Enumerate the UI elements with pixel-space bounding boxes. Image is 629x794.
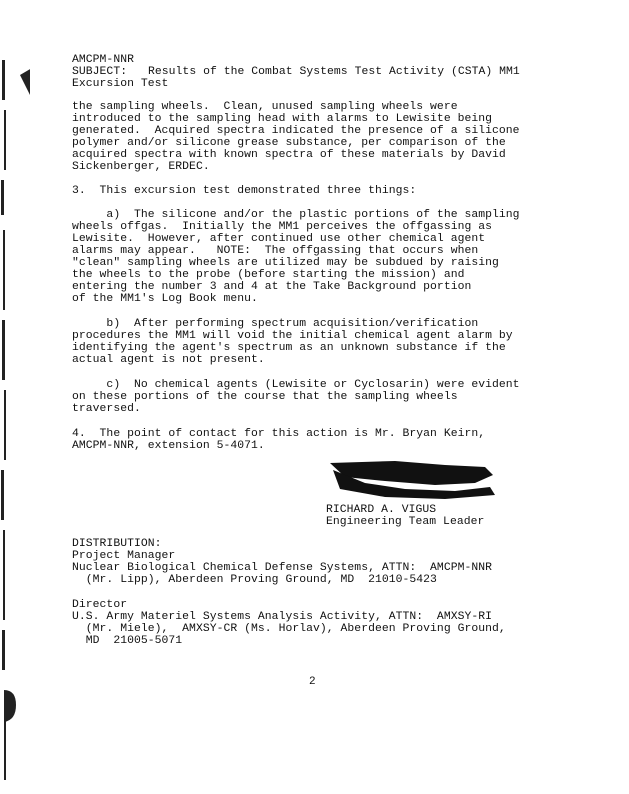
distribution-line: (Mr. Lipp), Aberdeen Proving Ground, MD 21010-5423	[72, 574, 437, 586]
paragraph-3a-line: the wheels to the probe (before starting the mission) and	[72, 269, 465, 281]
paragraph-3b-line: actual agent is not present.	[72, 354, 265, 366]
paragraph-4-line: AMCPM-NNR, extension 5-4071.	[72, 440, 265, 452]
paragraph-continued-line: Sickenberger, ERDEC.	[72, 161, 210, 173]
page-number: 2	[309, 676, 316, 688]
paragraph-3b-line: b) After performing spectrum acquisition/verification	[72, 318, 479, 330]
paragraph-3a-line: wheels offgas. Initially the MM1 perceives the offgassing as	[72, 221, 493, 233]
paragraph-3a-line: Lewisite. However, after continued use other chemical agent	[72, 233, 486, 245]
distribution-line: (Mr. Miele), AMXSY-CR (Ms. Horlav), Aberdeen Proving Ground,	[72, 623, 506, 635]
paragraph-3a-line: of the MM1's Log Book menu.	[72, 293, 258, 305]
paragraph-continued-line: polymer and/or silicone grease substance, per comparison of the	[72, 137, 506, 149]
paragraph-3-heading: 3. This excursion test demonstrated three things:	[72, 185, 417, 197]
distribution-line: U.S. Army Materiel Systems Analysis Activity, ATTN: AMXSY-RI	[72, 611, 493, 623]
paragraph-3a-line: a) The silicone and/or the plastic portions of the sampling	[72, 209, 520, 221]
paragraph-continued-line: generated. Acquired spectra indicated the presence of a silicone	[72, 125, 520, 137]
subject-label: SUBJECT:	[72, 66, 128, 78]
signer-title: Engineering Team Leader	[326, 516, 485, 528]
paragraph-continued-line: acquired spectra with known spectra of these materials by David	[72, 149, 506, 161]
distribution-line: Project Manager	[72, 550, 176, 562]
paragraph-3b-line: procedures the MM1 will void the initial chemical agent alarm by	[72, 330, 513, 342]
distribution-line: Director	[72, 599, 128, 611]
paragraph-continued-line: introduced to the sampling head with alarms to Lewisite being	[72, 113, 493, 125]
paragraph-3b-line: identifying the agent's spectrum as an unknown substance if the	[72, 342, 506, 354]
distribution-heading: DISTRIBUTION:	[72, 538, 162, 550]
signer-name: RICHARD A. VIGUS	[326, 504, 437, 516]
paragraph-continued-line: the sampling wheels. Clean, unused sampling wheels were	[72, 101, 458, 113]
paragraph-3a-line: alarms may appear. NOTE: The offgassing that occurs when	[72, 245, 479, 257]
distribution-line: Nuclear Biological Chemical Defense Systems, ATTN: AMCPM-NNR	[72, 562, 493, 574]
subject-line-2: Excursion Test	[72, 78, 169, 90]
paragraph-3a-line: "clean" sampling wheels are utilized may be subdued by raising	[72, 257, 499, 269]
paragraph-3a-line: entering the number 3 and 4 at the Take Background portion	[72, 281, 472, 293]
office-symbol: AMCPM-NNR	[72, 54, 134, 66]
paragraph-4-line: 4. The point of contact for this action is Mr. Bryan Keirn,	[72, 428, 486, 440]
paragraph-3c-line: on these portions of the course that the sampling wheels	[72, 391, 458, 403]
distribution-line: MD 21005-5071	[72, 635, 183, 647]
paragraph-3c-line: c) No chemical agents (Lewisite or Cyclosarin) were evident	[72, 379, 520, 391]
paragraph-3c-line: traversed.	[72, 403, 141, 415]
scan-edge-noise	[0, 0, 30, 794]
handwritten-signature	[325, 455, 500, 505]
subject-line-1: Results of the Combat Systems Test Activity (CSTA) MM1	[148, 66, 520, 78]
